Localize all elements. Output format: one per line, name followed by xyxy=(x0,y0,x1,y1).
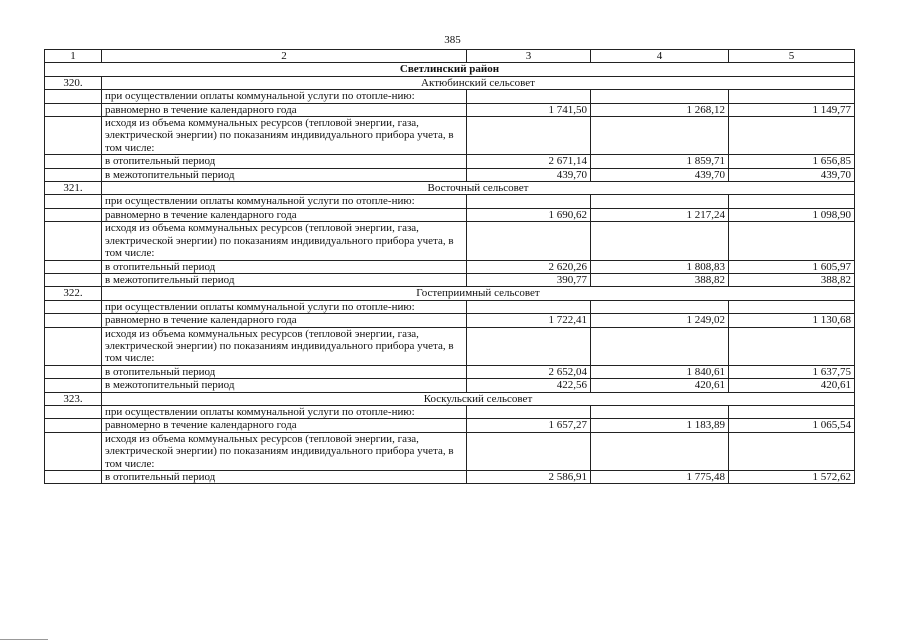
value-cell: 2 652,04 xyxy=(467,365,591,378)
off-heating-period-row xyxy=(45,168,855,181)
row-number-cell xyxy=(45,195,102,208)
page-number: 385 xyxy=(444,34,461,46)
row-number-cell xyxy=(45,103,102,116)
council-header-row xyxy=(45,287,855,300)
meter-based-row xyxy=(45,432,855,470)
value-cell xyxy=(591,405,729,418)
tariff-table xyxy=(44,49,855,484)
row-number-cell xyxy=(45,405,102,418)
value-cell xyxy=(467,195,591,208)
payment-intro-row xyxy=(45,195,855,208)
row-label: в отопительный период xyxy=(102,260,467,273)
off-heating-period-row xyxy=(45,379,855,392)
value-cell: 1 130,68 xyxy=(729,314,855,327)
value-cell: 1 722,41 xyxy=(467,314,591,327)
row-number-cell xyxy=(45,168,102,181)
council-name: Гостеприимный сельсовет xyxy=(102,287,855,300)
council-header-row xyxy=(45,182,855,195)
payment-intro-row xyxy=(45,405,855,418)
column-header-row xyxy=(45,50,855,63)
value-cell xyxy=(467,222,591,260)
council-name: Актюбинский сельсовет xyxy=(102,76,855,89)
value-cell: 2 671,14 xyxy=(467,155,591,168)
value-cell xyxy=(467,117,591,155)
row-label: в межотопительный период xyxy=(102,168,467,181)
uniform-payment-row xyxy=(45,208,855,221)
value-cell: 1 572,62 xyxy=(729,471,855,484)
row-label: равномерно в течение календарного года xyxy=(102,419,467,432)
value-cell: 1 741,50 xyxy=(467,103,591,116)
row-label: равномерно в течение календарного года xyxy=(102,314,467,327)
column-header-1: 1 xyxy=(45,50,102,63)
row-label: в отопительный период xyxy=(102,155,467,168)
value-cell: 1 637,75 xyxy=(729,365,855,378)
uniform-payment-row xyxy=(45,419,855,432)
row-label: в отопительный период xyxy=(102,365,467,378)
value-cell xyxy=(591,90,729,103)
value-cell: 420,61 xyxy=(729,379,855,392)
council-name: Коскульский сельсовет xyxy=(102,392,855,405)
value-cell: 439,70 xyxy=(591,168,729,181)
heating-period-row xyxy=(45,155,855,168)
row-number-cell xyxy=(45,117,102,155)
row-label: в межотопительный период xyxy=(102,273,467,286)
row-number-cell xyxy=(45,208,102,221)
value-cell: 1 859,71 xyxy=(591,155,729,168)
heating-period-row xyxy=(45,365,855,378)
row-number-cell xyxy=(45,273,102,286)
meter-based-row xyxy=(45,117,855,155)
value-cell: 1 249,02 xyxy=(591,314,729,327)
district-row xyxy=(45,63,855,76)
council-header-row xyxy=(45,392,855,405)
value-cell xyxy=(591,195,729,208)
value-cell xyxy=(467,432,591,470)
value-cell: 1 690,62 xyxy=(467,208,591,221)
row-label: в отопительный период xyxy=(102,471,467,484)
uniform-payment-row xyxy=(45,103,855,116)
column-header-5: 5 xyxy=(729,50,855,63)
value-cell xyxy=(467,327,591,365)
value-cell xyxy=(729,432,855,470)
row-number-cell xyxy=(45,90,102,103)
payment-intro-row xyxy=(45,300,855,313)
value-cell xyxy=(591,300,729,313)
value-cell xyxy=(729,405,855,418)
row-number-cell xyxy=(45,314,102,327)
row-number-cell xyxy=(45,419,102,432)
row-number-cell xyxy=(45,365,102,378)
district-title: Светлинский район xyxy=(45,63,855,76)
row-label: исходя из объема коммунальных ресурсов (тепловой энергии, газа, электрической энергии) по показаниям индивидуального прибора учета, в том числе: xyxy=(102,117,467,155)
heating-period-row xyxy=(45,471,855,484)
value-cell xyxy=(591,327,729,365)
council-number: 322. xyxy=(45,287,102,300)
value-cell: 388,82 xyxy=(591,273,729,286)
row-label: в межотопительный период xyxy=(102,379,467,392)
value-cell xyxy=(467,405,591,418)
value-cell: 439,70 xyxy=(729,168,855,181)
value-cell: 1 657,27 xyxy=(467,419,591,432)
value-cell xyxy=(729,195,855,208)
row-number-cell xyxy=(45,155,102,168)
row-label: исходя из объема коммунальных ресурсов (тепловой энергии, газа, электрической энергии) по показаниям индивидуального прибора учета, в том числе: xyxy=(102,222,467,260)
row-label: при осуществлении оплаты коммунальной услуги по отопле-нию: xyxy=(102,405,467,418)
row-number-cell xyxy=(45,432,102,470)
tariff-table-body xyxy=(45,50,855,484)
row-label: равномерно в течение календарного года xyxy=(102,208,467,221)
value-cell: 1 183,89 xyxy=(591,419,729,432)
value-cell: 1 775,48 xyxy=(591,471,729,484)
value-cell xyxy=(591,117,729,155)
council-number: 320. xyxy=(45,76,102,89)
value-cell: 1 656,85 xyxy=(729,155,855,168)
row-number-cell xyxy=(45,379,102,392)
row-label: исходя из объема коммунальных ресурсов (тепловой энергии, газа, электрической энергии) по показаниям индивидуального прибора учета, в том числе: xyxy=(102,327,467,365)
column-header-2: 2 xyxy=(102,50,467,63)
row-label: при осуществлении оплаты коммунальной услуги по отопле-нию: xyxy=(102,195,467,208)
value-cell xyxy=(729,222,855,260)
council-header-row xyxy=(45,76,855,89)
value-cell xyxy=(591,432,729,470)
heating-period-row xyxy=(45,260,855,273)
value-cell: 1 098,90 xyxy=(729,208,855,221)
council-number: 321. xyxy=(45,182,102,195)
value-cell: 1 268,12 xyxy=(591,103,729,116)
meter-based-row xyxy=(45,222,855,260)
row-label: при осуществлении оплаты коммунальной услуги по отопле-нию: xyxy=(102,300,467,313)
value-cell: 388,82 xyxy=(729,273,855,286)
uniform-payment-row xyxy=(45,314,855,327)
value-cell: 2 620,26 xyxy=(467,260,591,273)
council-number: 323. xyxy=(45,392,102,405)
payment-intro-row xyxy=(45,90,855,103)
value-cell xyxy=(591,222,729,260)
value-cell xyxy=(467,300,591,313)
value-cell: 390,77 xyxy=(467,273,591,286)
row-label: при осуществлении оплаты коммунальной услуги по отопле-нию: xyxy=(102,90,467,103)
value-cell: 1 605,97 xyxy=(729,260,855,273)
value-cell xyxy=(729,327,855,365)
row-label: равномерно в течение календарного года xyxy=(102,103,467,116)
value-cell: 2 586,91 xyxy=(467,471,591,484)
column-header-3: 3 xyxy=(467,50,591,63)
value-cell xyxy=(729,90,855,103)
value-cell: 1 065,54 xyxy=(729,419,855,432)
value-cell: 1 217,24 xyxy=(591,208,729,221)
value-cell xyxy=(729,300,855,313)
off-heating-period-row xyxy=(45,273,855,286)
value-cell xyxy=(729,117,855,155)
value-cell: 1 840,61 xyxy=(591,365,729,378)
value-cell xyxy=(467,90,591,103)
row-label: исходя из объема коммунальных ресурсов (тепловой энергии, газа, электрической энергии) по показаниям индивидуального прибора учета, в том числе: xyxy=(102,432,467,470)
value-cell: 1 149,77 xyxy=(729,103,855,116)
row-number-cell xyxy=(45,471,102,484)
row-number-cell xyxy=(45,327,102,365)
council-name: Восточный сельсовет xyxy=(102,182,855,195)
row-number-cell xyxy=(45,260,102,273)
row-number-cell xyxy=(45,222,102,260)
value-cell: 439,70 xyxy=(467,168,591,181)
column-header-4: 4 xyxy=(591,50,729,63)
row-number-cell xyxy=(45,300,102,313)
meter-based-row xyxy=(45,327,855,365)
value-cell: 422,56 xyxy=(467,379,591,392)
value-cell: 420,61 xyxy=(591,379,729,392)
value-cell: 1 808,83 xyxy=(591,260,729,273)
